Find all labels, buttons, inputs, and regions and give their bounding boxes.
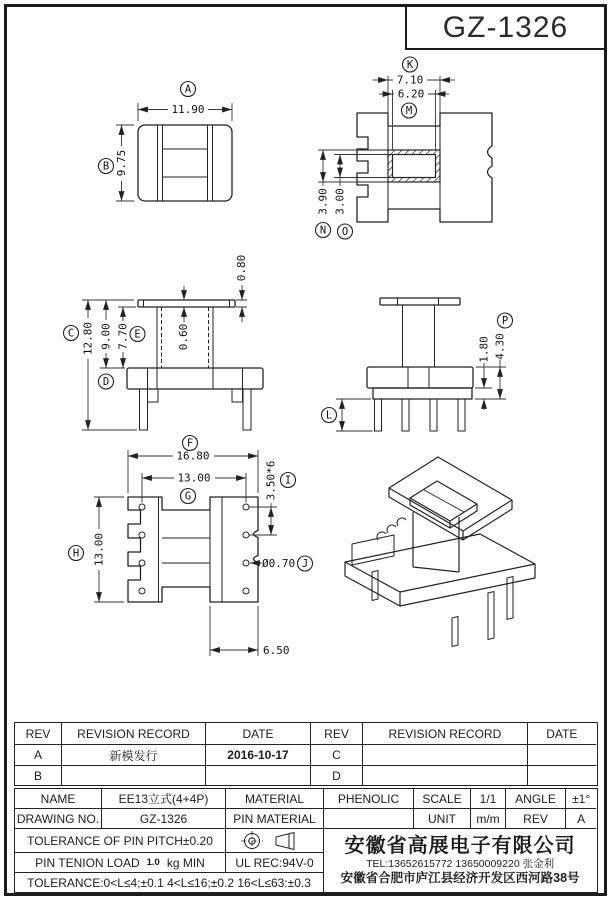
dim-080-text: 0.80 [235,254,248,282]
rev-c-date [528,745,596,766]
side-view-outline [127,300,263,430]
dim-e-text: 7.70 [116,323,130,350]
rev-c-record [363,745,528,766]
dim-650 [210,606,290,657]
spec-table [14,788,598,893]
spec-pin-material-value [324,809,414,829]
label-p: P [501,315,509,327]
dim-n-text: 3.90 [316,188,330,215]
dim-g-text: 13.00 [177,471,211,485]
pin-tension-label: PIN TENION LOAD [35,855,140,870]
spec-drawing-no-label: DRAWING NO. [15,809,102,829]
dim-g [142,472,246,504]
dim-m [379,88,449,151]
dim-a-text: 11.90 [171,103,205,116]
dim-j [250,556,313,571]
label-l: L [325,409,333,422]
spec-scale-label: SCALE [414,789,471,809]
rev-a: A [15,745,62,766]
spec-pin-pitch-tolerance: TOLERANCE OF PIN PITCH±0.20 [15,829,226,853]
top-view-outline [138,125,232,201]
rev-a-date: 2016-10-17 [206,745,311,766]
dim-m-text: 6.20 [397,87,425,101]
dim-f-text: 16.80 [176,449,210,463]
label-g: G [184,490,192,503]
company-tel: TEL:13652615772 13650009220 张金利 [366,858,555,871]
rev-d: D [311,766,363,786]
record-header-left: REVISION RECORD [62,723,206,745]
rev-b-record [62,766,206,786]
rev-b: B [15,766,62,786]
dim-flange-thickness [177,286,190,352]
dim-i-text: 3.50*6 [264,460,278,501]
spec-tolerance-note: TOLERANCE:0<L≤4;±0.1 4<L≤16;±0.2 16<L≤63:±0.3 [15,873,324,892]
label-d: D [102,376,110,388]
section-view [316,57,493,239]
spec-name-label: NAME [15,789,102,809]
rev-header-left: REV [15,723,62,745]
spec-unit-label: UNIT [414,809,471,829]
date-header-left: DATE [206,723,311,745]
rev-b-date [206,766,311,786]
dim-b-text: 9.75 [115,149,128,177]
dim-h [69,497,125,602]
dim-b [99,125,135,201]
dim-h-text: 13.00 [92,532,106,567]
spec-angle-label: ANGLE [506,789,566,809]
revision-table [14,722,598,786]
dim-d-text: 9.00 [99,323,113,350]
label-c: C [67,327,75,340]
dim-180-text: 1.80 [477,336,491,363]
spec-pin-tension [15,853,226,873]
rev-d-record [363,766,528,786]
spec-drawing-no-value: GZ-1326 [102,809,226,829]
spec-ul-rec: UL REC:94V-0 [226,853,324,873]
dim-c-text: 12.80 [81,321,95,356]
spec-name-value: EE13立式(4+4P) [102,789,226,809]
company-address: 安徽省合肥市庐江县经济开发区西河路38号 [340,871,580,886]
label-j: J [301,558,309,570]
section-view-outline [357,113,492,222]
rev-d-date [528,766,596,786]
side-view [64,255,264,430]
label-k: K [406,59,414,71]
bottom-view [69,436,313,658]
spec-pin-material-label: PIN MATERIAL [226,809,324,829]
projection-symbol-cell [226,829,324,853]
dim-k-text: 7.10 [396,73,424,87]
dim-l [322,399,373,431]
dim-c [64,300,141,430]
dim-j-text: Ø0.70 [262,557,296,570]
label-f: F [186,437,194,450]
label-e: E [134,328,141,341]
spec-material-value: PHENOLIC [324,789,414,809]
dim-a [138,82,232,122]
label-o: O [341,226,349,238]
label-i: I [284,474,292,487]
dim-e [117,307,146,368]
label-h: H [72,547,80,560]
spec-rev-value: A [566,809,596,829]
rev-a-record: 新模发行 [62,745,206,766]
spec-material-label: MATERIAL [226,789,324,809]
pin-tension-value: 1.0 [146,857,160,868]
label-m: M [405,105,413,117]
spec-scale-value: 1/1 [471,789,506,809]
bottom-view-outline [128,497,258,602]
spec-angle-value: ±1° [566,789,596,809]
dim-o-text: 3.00 [333,188,347,215]
dim-060-text: 0.60 [177,323,190,351]
front-view-outline [367,298,473,431]
isometric-view [345,457,535,647]
company-name: 安徽省高展电子有限公司 [344,835,576,858]
third-angle-projection-icon [236,831,314,851]
dim-650-text: 6.50 [263,644,290,657]
front-view [322,298,513,431]
label-a: A [184,83,192,96]
dim-p-text: 4.30 [493,333,507,360]
date-header-right: DATE [528,723,596,745]
dim-lip [235,255,248,322]
pin-tension-unit: kg MIN [166,855,205,870]
company-block [324,829,596,892]
spec-unit-value: m/m [471,809,506,829]
rev-c: C [311,745,363,766]
drawing-title: GZ-1326 [442,10,569,44]
label-b: B [102,160,110,173]
record-header-right: REVISION RECORD [363,723,528,745]
top-view [99,82,233,202]
label-n: N [319,224,327,237]
rev-header-right: REV [311,723,363,745]
spec-rev-label: REV [506,809,566,829]
